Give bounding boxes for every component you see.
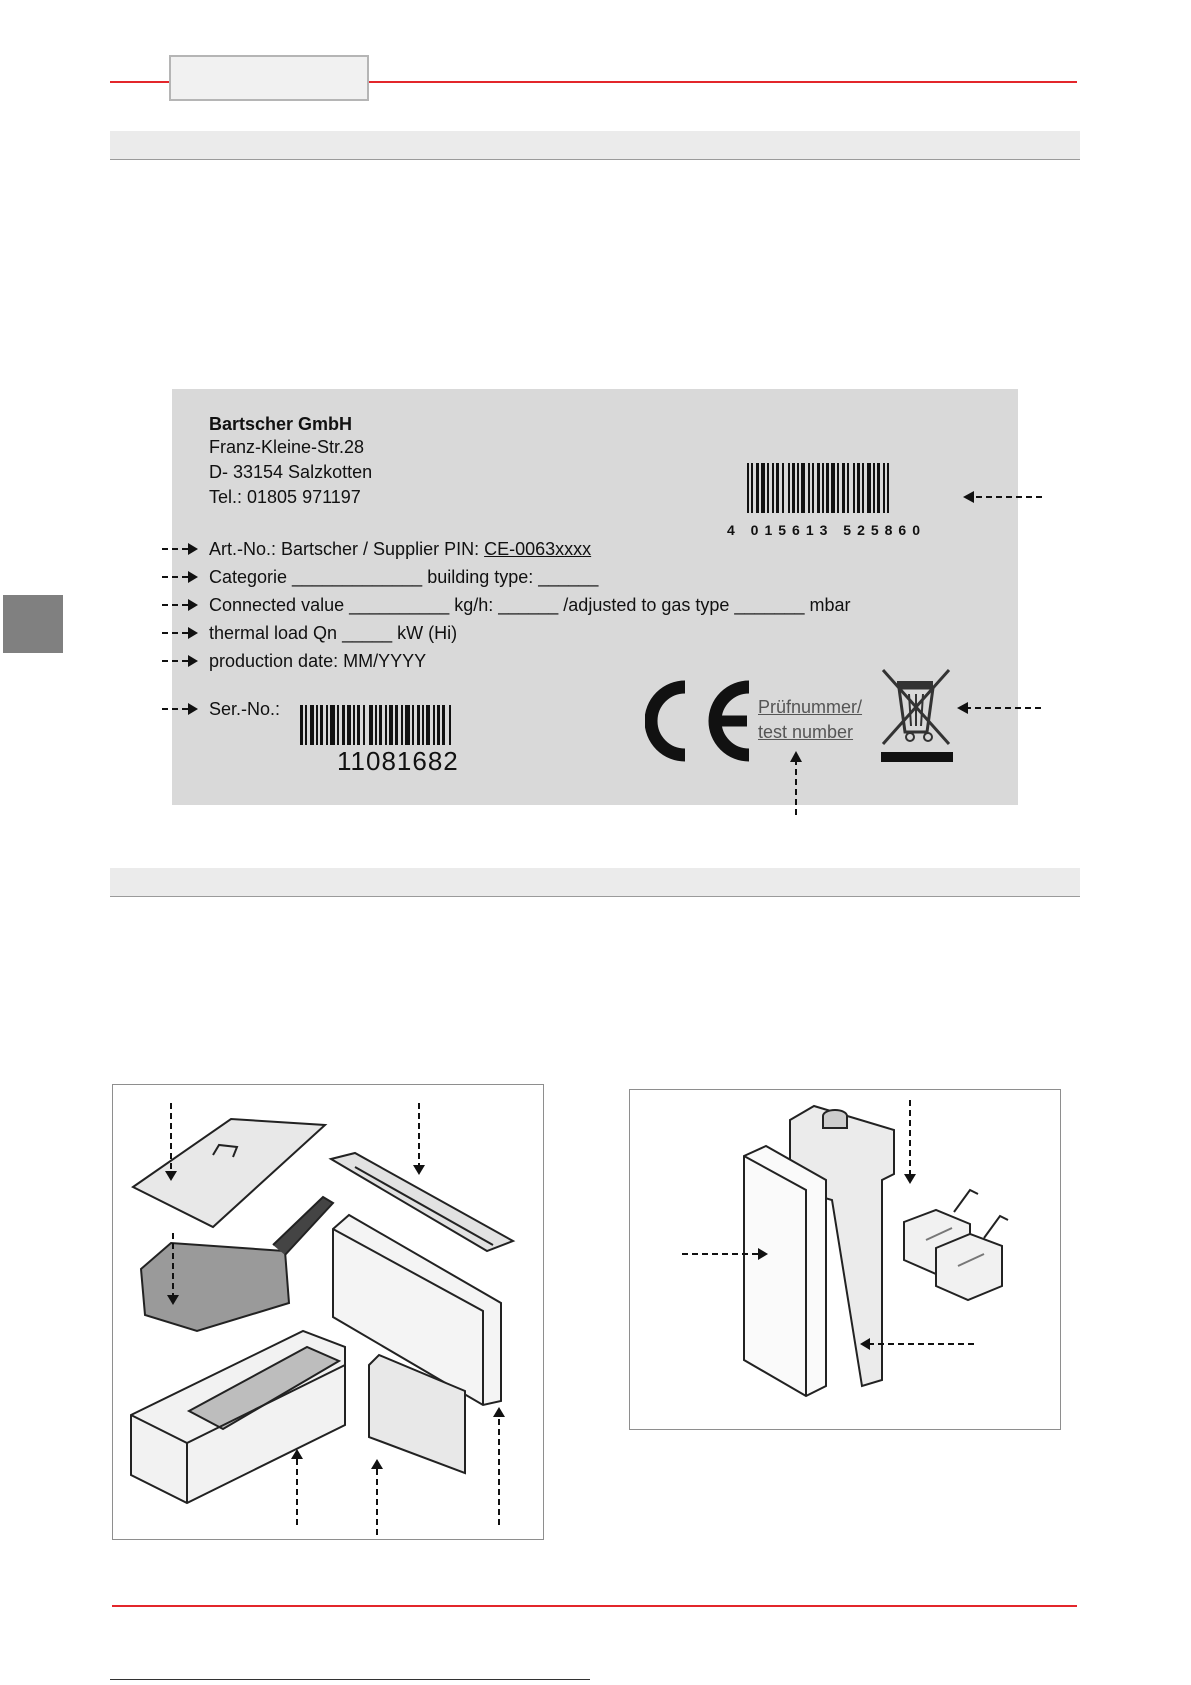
barcode-bar: [826, 463, 829, 513]
production-date-line: production date: MM/YYYY: [209, 651, 427, 671]
barcode-bar: [326, 705, 328, 745]
barcode-bar: [837, 463, 839, 513]
barcode-bar: [751, 463, 753, 513]
barcode-bar: [417, 705, 420, 745]
barcode-bar: [883, 463, 885, 513]
barcode-bar: [316, 705, 318, 745]
barcode-bar: [320, 705, 323, 745]
test-number-line-1: Prüfnummer/: [758, 697, 863, 717]
barcode-bar: [401, 705, 403, 745]
barcode-bar: [756, 463, 759, 513]
barcode-bar: [761, 463, 765, 513]
page-edge-line: [110, 1679, 590, 1680]
weee-arrow-icon: [952, 696, 1042, 721]
barcode-bar: [776, 463, 779, 513]
section-heading-bar-1: [110, 131, 1080, 160]
barcode-bar: [395, 705, 398, 745]
company-name: Bartscher GmbH: [209, 414, 353, 434]
barcode-bar: [867, 463, 871, 513]
barcode-bar: [379, 705, 382, 745]
barcode-bar: [405, 705, 410, 745]
header-chapter-tab: [169, 55, 369, 101]
chapter-side-tab: [3, 595, 63, 653]
barcode-bar: [310, 705, 314, 745]
barcode-bar: [342, 705, 345, 745]
barcode-bar: [792, 463, 795, 513]
figure-fryer-parts: [112, 1084, 544, 1540]
company-phone: Tel.: 01805 971197: [209, 487, 361, 507]
ean-arrow-icon: [958, 485, 1043, 510]
barcode-bar: [385, 705, 387, 745]
barcode-bar: [857, 463, 860, 513]
thermal-load-line: thermal load Qn _____ kW (Hi): [209, 623, 458, 643]
plate-line-arrows: [160, 540, 205, 720]
barcode-bar: [426, 705, 430, 745]
serial-barcode-icon: [300, 705, 510, 745]
barcode-bar: [442, 705, 445, 745]
company-street: Franz-Kleine-Str.28: [209, 437, 365, 457]
barcode-bar: [808, 463, 810, 513]
barcode-bar: [337, 705, 339, 745]
company-city: D- 33154 Salzkotten: [209, 462, 373, 482]
section-heading-bar-2: [110, 868, 1080, 897]
barcode-bar: [887, 463, 889, 513]
barcode-bar: [877, 463, 880, 513]
barcode-bar: [862, 463, 864, 513]
barcode-bar: [817, 463, 820, 513]
barcode-bar: [831, 463, 835, 513]
serial-number: 11081682: [337, 746, 459, 776]
connected-value-line: Connected value __________ kg/h: ______ /adjusted to gas type _______ mbar: [209, 595, 851, 615]
fryer-housing-drawing-icon: [630, 1090, 1060, 1429]
barcode-bar: [782, 463, 784, 513]
barcode-bar: [389, 705, 393, 745]
barcode-bar: [449, 705, 451, 745]
ean-barcode-icon: [747, 463, 957, 513]
footer-red-rule: [112, 1605, 1077, 1607]
test-number-arrow-icon: [784, 748, 808, 816]
barcode-bar: [873, 463, 875, 513]
barcode-bar: [847, 463, 849, 513]
barcode-bar: [747, 463, 749, 513]
art-no-line: [209, 539, 591, 560]
test-number-line-2: test number: [758, 722, 854, 742]
barcode-bar: [305, 705, 307, 745]
ce-mark-icon: [645, 679, 755, 763]
barcode-bar: [353, 705, 355, 745]
barcode-bar: [437, 705, 440, 745]
art-no-pin: CE-0063xxxx: [484, 539, 592, 559]
barcode-bar: [788, 463, 790, 513]
barcode-bar: [797, 463, 799, 513]
barcode-bar: [812, 463, 814, 513]
barcode-bar: [853, 463, 855, 513]
barcode-bar: [300, 705, 303, 745]
serial-label: Ser.-No.:: [209, 699, 281, 719]
barcode-bar: [363, 705, 365, 745]
art-no-prefix: Art.-No.: Bartscher / Supplier PIN:: [209, 539, 485, 559]
barcode-bar: [801, 463, 805, 513]
barcode-bar: [357, 705, 360, 745]
ean-digits: 4 015613 525860: [727, 522, 926, 538]
weee-crossed-bin-icon: [877, 666, 957, 768]
barcode-bar: [842, 463, 845, 513]
fryer-parts-drawing-icon: [113, 1085, 543, 1539]
categorie-line: Categorie _____________ building type: ______: [209, 567, 599, 587]
barcode-bar: [822, 463, 824, 513]
figure-fryer-housing: [629, 1089, 1061, 1430]
barcode-bar: [412, 705, 414, 745]
barcode-bar: [347, 705, 351, 745]
barcode-bar: [375, 705, 377, 745]
barcode-bar: [330, 705, 335, 745]
rating-plate: [172, 389, 1018, 805]
barcode-bar: [369, 705, 373, 745]
barcode-bar: [433, 705, 435, 745]
barcode-bar: [772, 463, 774, 513]
barcode-bar: [767, 463, 769, 513]
barcode-bar: [422, 705, 424, 745]
